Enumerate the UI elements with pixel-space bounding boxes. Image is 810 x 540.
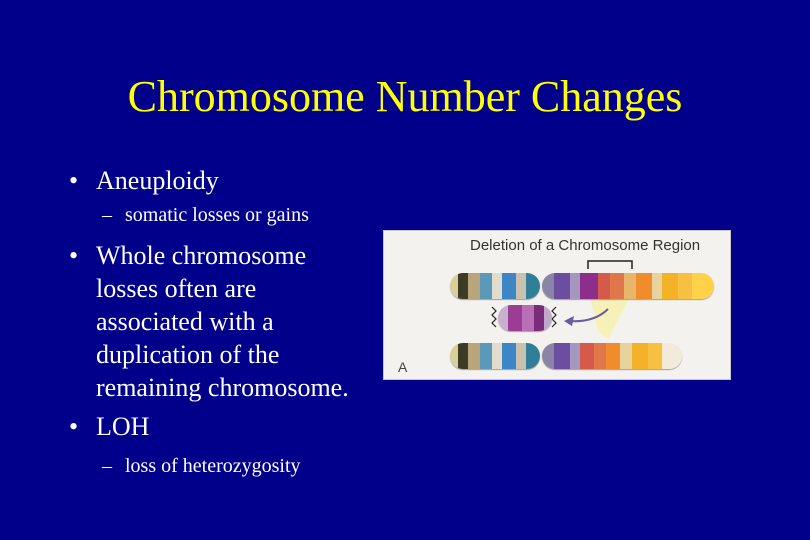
chromosome-deletion-figure	[383, 230, 731, 380]
sub-bullet-loh	[102, 454, 301, 478]
break-zigzag-left	[492, 307, 496, 327]
chromosome-bottom-right	[542, 343, 682, 369]
chromosome-top-right	[542, 273, 714, 299]
sub-bullet-text: loss of heterozygosity	[125, 455, 301, 477]
bullet-text: Aneuploidy	[96, 166, 219, 195]
bullet-line: Whole chromosome	[96, 241, 307, 270]
bullet-line: remaining chromosome.	[96, 373, 349, 402]
slide-title: Chromosome Number Changes	[127, 72, 683, 121]
bullet-loh	[69, 410, 150, 443]
bullet-whole-chromosome	[69, 239, 386, 404]
bullet-glyph: •	[69, 241, 79, 270]
bullet-text: LOH	[96, 412, 150, 441]
bullet-line: associated with a	[96, 307, 274, 336]
dash-glyph: –	[102, 204, 112, 226]
chromosome-bottom-left	[450, 343, 540, 369]
deletion-bracket	[588, 261, 632, 269]
bullet-glyph: •	[69, 412, 79, 441]
bullet-line: duplication of the	[96, 340, 280, 369]
chromosome-top-left	[450, 273, 540, 299]
figure-title: Deletion of a Chromosome Region	[470, 237, 701, 254]
deleted-fragment	[498, 305, 552, 331]
dash-glyph: –	[102, 455, 112, 477]
figure-panel-label: A	[398, 359, 408, 375]
break-zigzag-right	[552, 307, 556, 327]
bullet-aneuploidy	[69, 164, 219, 197]
arrow-head-icon	[564, 316, 574, 326]
bullet-line: losses often are	[96, 274, 257, 303]
sub-bullet-somatic	[102, 203, 309, 227]
sub-bullet-text: somatic losses or gains	[125, 204, 309, 226]
bullet-glyph: •	[69, 166, 79, 195]
